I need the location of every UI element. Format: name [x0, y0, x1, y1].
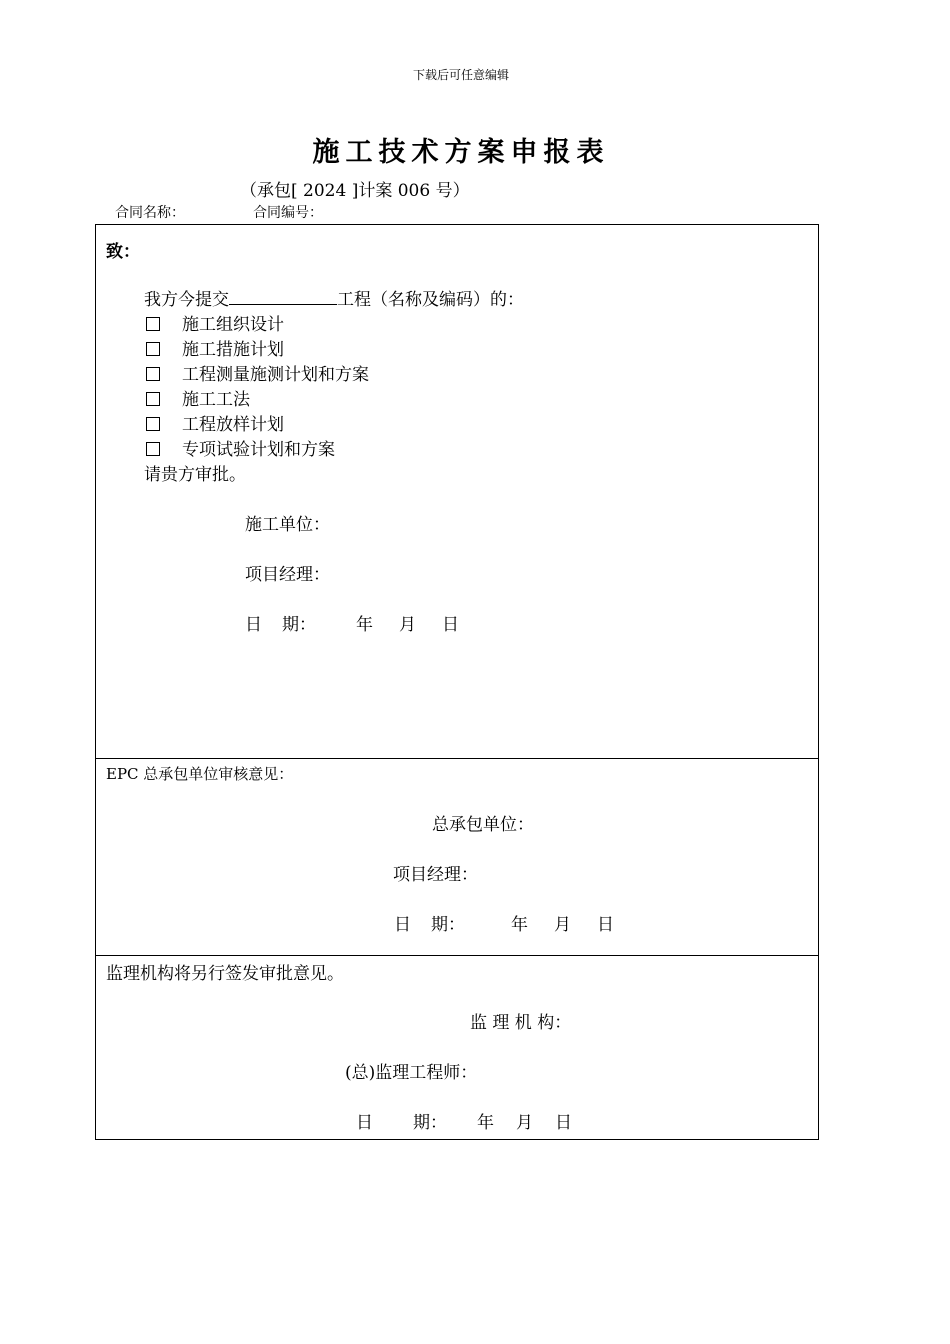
request-text: 请贵方审批。	[144, 465, 246, 485]
option-item[interactable]	[146, 360, 369, 385]
date-line	[394, 910, 614, 935]
date-char: 日	[394, 915, 411, 935]
document-number: （承包[ 2024 ]计案 006 号）	[240, 181, 470, 201]
option-item[interactable]	[146, 410, 284, 435]
option-item[interactable]	[146, 335, 284, 360]
month-label: 月	[399, 615, 416, 635]
epc-review-heading: EPC 总承包单位审核意见：	[106, 765, 294, 783]
option-label: 施工工法	[182, 390, 250, 410]
day-label: 日	[555, 1113, 572, 1133]
submit-line	[144, 285, 524, 310]
day-label: 日	[597, 915, 614, 935]
option-label: 施工措施计划	[182, 340, 284, 360]
date-char: 日	[245, 615, 262, 635]
to-label: 致：	[106, 242, 140, 262]
submit-prefix: 我方今提交	[144, 290, 229, 310]
year-label: 年	[477, 1113, 494, 1133]
date-char: 期：	[431, 915, 465, 935]
contract-number-label: 合同编号：	[253, 205, 323, 221]
option-item[interactable]	[146, 435, 335, 460]
date-char: 期：	[282, 615, 316, 635]
month-label: 月	[516, 1113, 533, 1133]
year-label: 年	[356, 615, 373, 635]
supervision-note: 监理机构将另行签发审批意见。	[106, 964, 344, 984]
supervision-org-label: 监 理 机 构：	[470, 1013, 572, 1033]
year-label: 年	[511, 915, 528, 935]
construction-unit-label: 施工单位：	[245, 515, 330, 535]
checkbox[interactable]	[146, 342, 160, 356]
project-name-blank[interactable]	[229, 287, 337, 305]
checkbox[interactable]	[146, 442, 160, 456]
checkbox[interactable]	[146, 392, 160, 406]
application-form	[95, 224, 819, 1140]
divider	[96, 955, 818, 956]
supervising-engineer-label: (总)监理工程师：	[345, 1063, 478, 1083]
option-item[interactable]	[146, 310, 284, 335]
project-manager-label: 项目经理：	[393, 865, 478, 885]
checkbox[interactable]	[146, 317, 160, 331]
option-item[interactable]	[146, 385, 250, 410]
general-contractor-label: 总承包单位：	[432, 815, 534, 835]
submit-suffix: 工程（名称及编码）的：	[337, 290, 524, 310]
page-title: 施工技术方案申报表	[312, 137, 610, 168]
date-line	[356, 1108, 572, 1133]
checkbox[interactable]	[146, 367, 160, 381]
option-label: 专项试验计划和方案	[182, 440, 335, 460]
date-char: 日	[356, 1113, 373, 1133]
day-label: 日	[442, 615, 459, 635]
option-label: 工程放样计划	[182, 415, 284, 435]
option-label: 工程测量施测计划和方案	[182, 365, 369, 385]
header-note: 下载后可任意编辑	[412, 68, 509, 82]
option-label: 施工组织设计	[182, 315, 284, 335]
checkbox[interactable]	[146, 417, 160, 431]
month-label: 月	[554, 915, 571, 935]
divider	[96, 758, 818, 759]
date-line	[245, 610, 459, 635]
contract-name-label: 合同名称：	[115, 205, 185, 221]
date-char: 期：	[413, 1113, 447, 1133]
project-manager-label: 项目经理：	[245, 565, 330, 585]
